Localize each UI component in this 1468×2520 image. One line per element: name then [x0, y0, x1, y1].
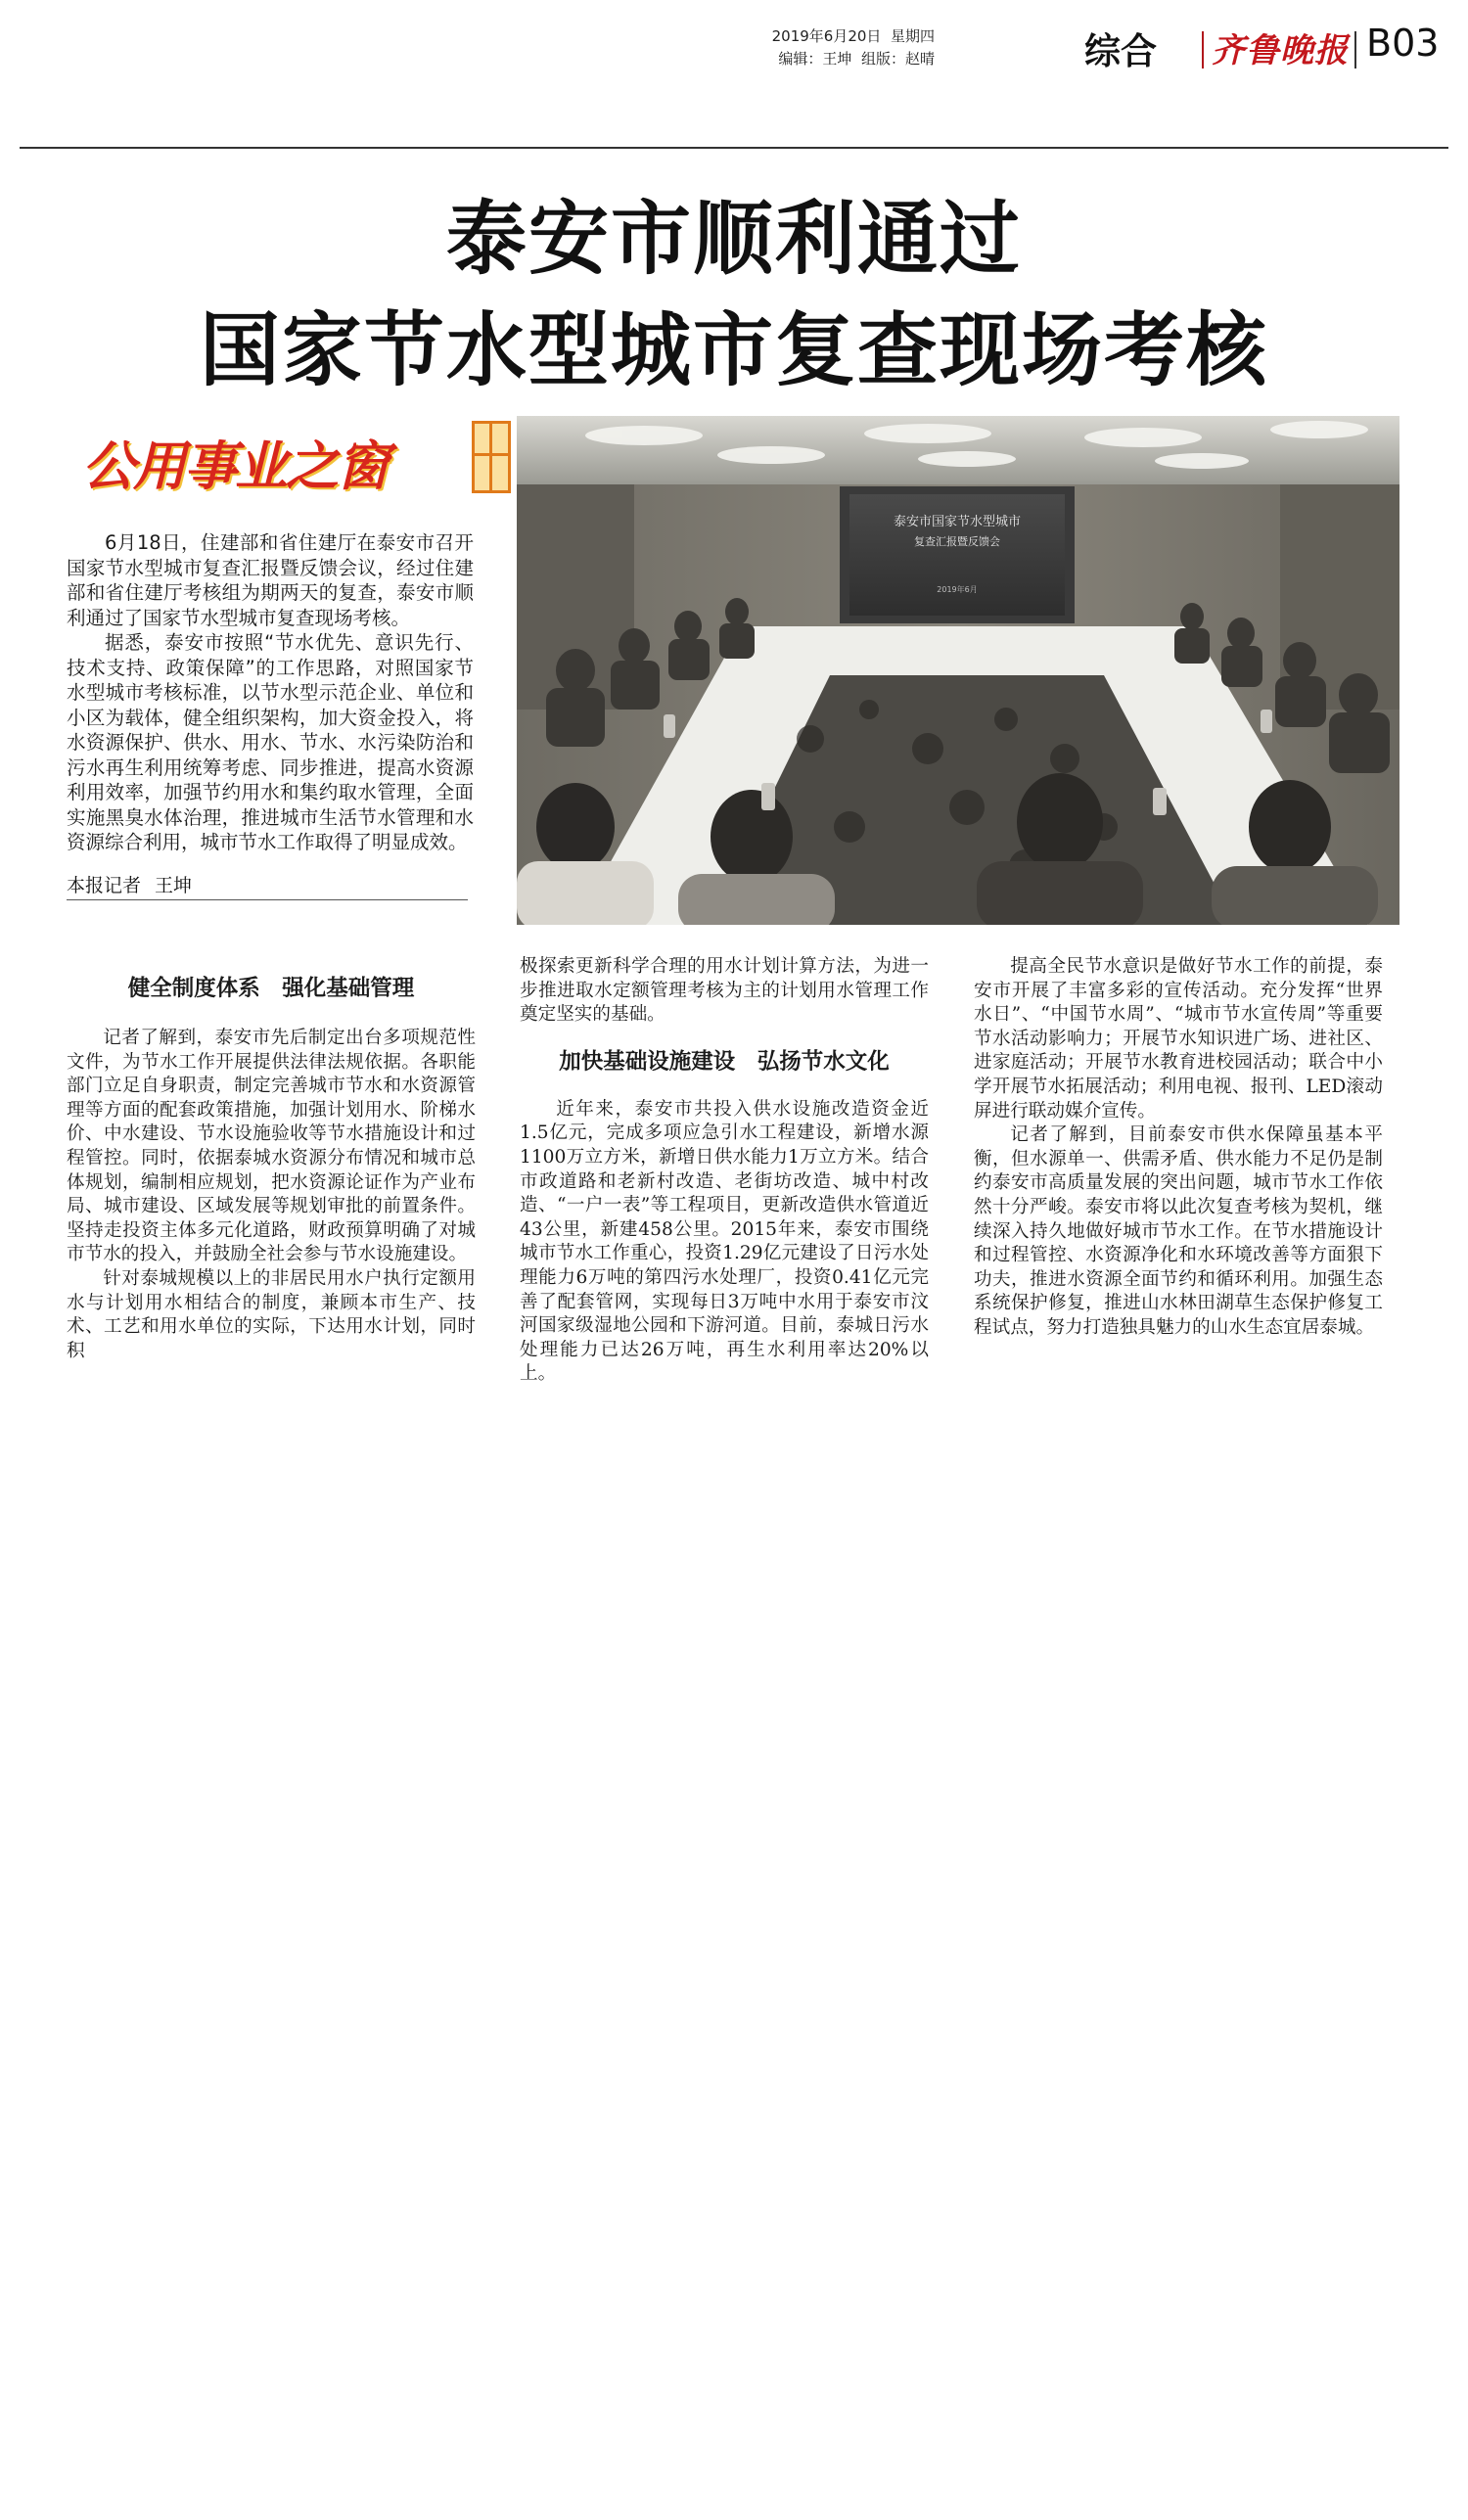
subhead-2: 加快基础设施建设 弘扬节水文化: [559, 1048, 890, 1075]
screen-title-line-1: 泰安市国家节水型城市: [893, 515, 1022, 529]
screen-title-line-2: 复查汇报暨反馈会: [914, 535, 1000, 548]
editor-credit: 编辑：王坤: [778, 50, 852, 68]
masthead-meta: [772, 25, 935, 70]
subhead-1: 健全制度体系 强化基础管理: [127, 976, 415, 1001]
meeting-photo: [517, 416, 1399, 925]
col3-paragraph-2: 记者了解到，目前泰安市供水保障虽基本平衡，但水源单一、供需矛盾、供水能力不足仍是制约泰安市高质量发展的突出问题，城市节水工作依然十分严峻。泰安市将以此次复查考核为契机，继续深入持久地做好城市节水工作。在节水措施设计和过程管控、水资源净化和水环境改善等方面狠下功夫，推进水资源全面节约和循环利用。加强生态系统保护修复，推进山水林田湖草生态保护修复工程试点，努力打造独具魅力的山水生态宜居泰城。: [974, 1124, 1383, 1338]
byline-name: 王坤: [155, 875, 193, 896]
byline: [67, 871, 468, 900]
page-number: B03: [1366, 22, 1440, 65]
masthead-divider: [1202, 31, 1204, 69]
masthead-divider-2: [1354, 31, 1356, 69]
lead-paragraph-1: 6月18日，住建部和省住建厅在泰安市召开国家节水型城市复查汇报暨反馈会议，经过住建部和省住建厅考核组为期两天的复查，泰安市顺利通过了国家节水型城市复查现场考核。: [67, 531, 474, 629]
col1-paragraph-2: 针对泰城规模以上的非居民用水户执行定额用水与计划用水相结合的制度，兼顾本市生产、技术、工艺和用水单位的实际，下达用水计划，同时积: [67, 1267, 476, 1361]
byline-label: 本报记者: [67, 875, 142, 896]
issue-date: 2019年6月20日: [771, 27, 882, 45]
headline: [0, 184, 1468, 407]
article-column-1: [67, 974, 476, 1363]
section-name: 综合: [1084, 30, 1157, 72]
col3-paragraph-1: 提高全民节水意识是做好节水工作的前提，泰安市开展了丰富多彩的宣传活动。充分发挥“世界水日”、“中国节水周”、“城市节水宣传周”等重要节水活动影响力；开展节水知识进广场、进社区、进家庭活动；开展节水教育进校园活动；联合中小学开展节水拓展活动；利用电视、报刊、LED滚动屏进行联动媒介宣传。: [974, 956, 1383, 1122]
column-badge-text: 公用事业之窗: [82, 435, 388, 497]
col2-paragraph-0: 极探索更新科学合理的用水计划计算方法，为进一步推进取水定额管理考核为主的计划用水管理工作奠定坚实的基础。: [520, 956, 929, 1026]
lead-paragraph-2: 据悉，泰安市按照“节水优先、意识先行、技术支持、政策保障”的工作思路，对照国家节水型城市考核标准，以节水型示范企业、单位和小区为载体，健全组织架构，加大资金投入，将水资源保护、供水、用水、节水、水污染防治和污水再生利用统筹考虑、同步推进，提高水资源利用效率，加强节约用水和集约取水管理，全面实施黑臭水体治理，推进城市生活节水管理和水资源综合利用，城市节水工作取得了明显成效。: [67, 631, 474, 853]
issue-weekday: 星期四: [890, 27, 935, 45]
col2-paragraph-1: 近年来，泰安市共投入供水设施改造资金近1.5亿元，完成多项应急引水工程建设，新增水源1100万立方米，新增日供水能力1万立方米。结合市政道路和老新村改造、老街坊改造、城中村改造、“一户一表”等工程项目，更新改造供水管道近43公里，新建458公里。2015年来，泰安市围绕城市节水工作重心，投资1.29亿元建设了日污水处理能力6万吨的第四污水处理厂，投资0.41亿元完善了配套管网，实现每日3万吨中水用于泰安市汶河国家级湿地公园和下游河道。目前，泰城日污水处理能力已达26万吨，再生水利用率达20%以上。: [520, 1098, 929, 1385]
headline-line-2: 国家节水型城市复查现场考核: [199, 304, 1268, 397]
headline-line-1: 泰安市顺利通过: [445, 193, 1022, 286]
newspaper-logo: 齐鲁晚报: [1212, 31, 1349, 70]
lead-text: [67, 530, 474, 855]
screen-date: 2019年6月: [937, 585, 978, 594]
window-icon: [472, 421, 511, 493]
article-column-2: [520, 955, 929, 1387]
layout-credit: 组版：赵晴: [860, 50, 935, 68]
column-badge: [82, 421, 474, 505]
header-rule: [20, 147, 1448, 149]
article-column-3: [974, 955, 1383, 1341]
col1-paragraph-1: 记者了解到，泰安市先后制定出台多项规范性文件，为节水工作开展提供法律法规依据。各职能部门立足自身职责，制定完善城市节水和水资源管理等方面的配套政策措施，加强计划用水、阶梯水价、中水建设、节水设施验收等节水措施设计和过程管控。同时，依据泰城水资源分布情况和城市总体规划，编制相应规划，把水资源论证作为产业布局、城市建设、区域发展等规划审批的前置条件。坚持走投资主体多元化道路，财政预算明确了对城市节水的投入，并鼓励全社会参与节水设施建设。: [67, 1028, 476, 1265]
